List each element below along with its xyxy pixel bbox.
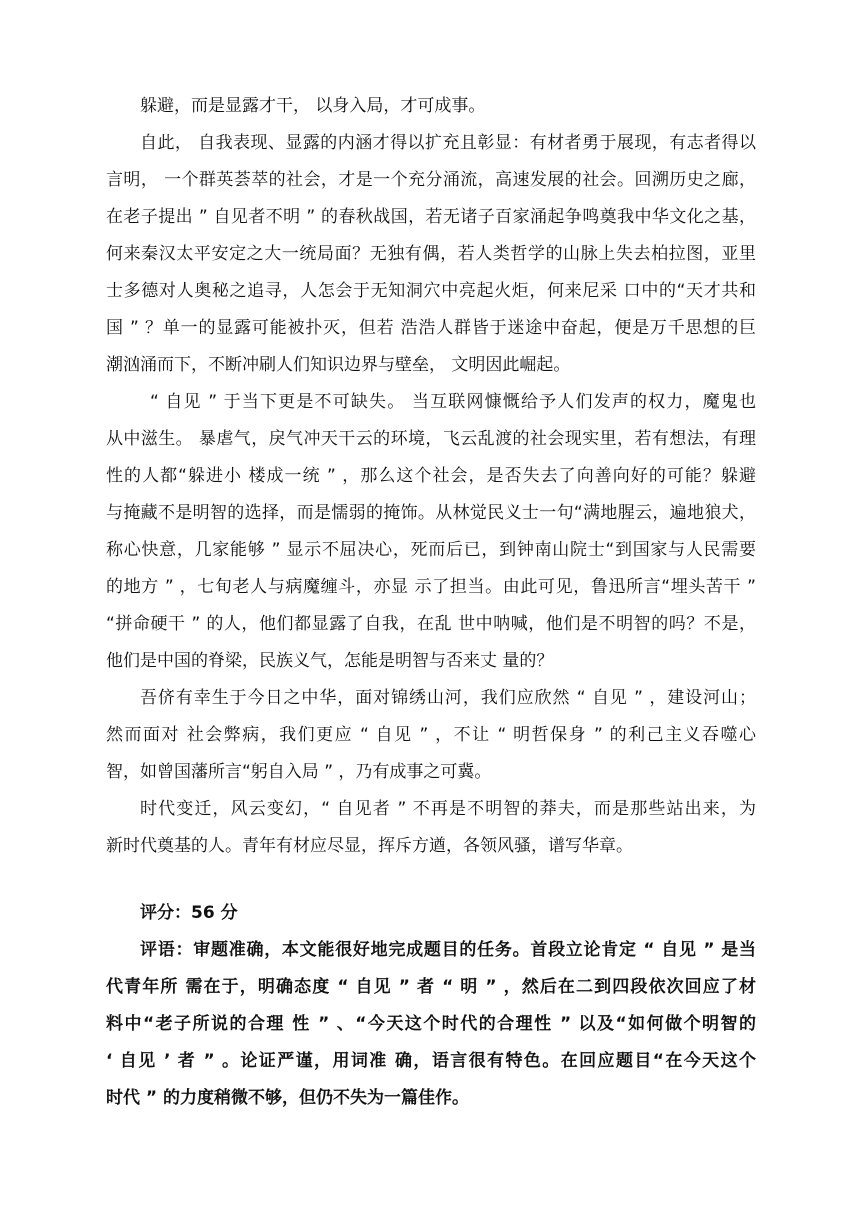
text-line: 时代变迁，风云变幻，“ 自见者 ” 不再是不明智的莽夫，而是那些站出来，为 <box>140 799 756 819</box>
text-line: 新时代奠基的人。青年有材应尽显，挥斥方遒，各领风骚，谱写华章。 <box>106 836 633 856</box>
score-line: 评分：56 分 <box>140 903 238 923</box>
text-line: 与掩藏不是明智的选择，而是懦弱的掩饰。从林觉民义士一句“满地腥云，遍地狼犬， <box>106 503 756 523</box>
text-line: 国 ” ？单一的显露可能被扑灭，但若 浩浩人群皆于迷途中奋起，便是万千思想的巨 <box>106 318 756 338</box>
text-line: 士多德对人奥秘之追寻，人怎会于无知洞穴中亮起火炬，何来尼采 口中的“天才共和 <box>106 281 756 301</box>
text-line: 何来秦汉太平安定之大一统局面？无独有偶，若人类哲学的山脉上失去柏拉图，亚里 <box>106 244 756 264</box>
review-comment <box>106 932 756 1117</box>
text-line: 称心快意，几家能够 ” 显示不屈决心，死而后已，到钟南山院士“到国家与人民需要 <box>106 540 756 560</box>
text-line: 潮汹涌而下，不断冲刷人们知识边界与壁垒， 文明因此崛起。 <box>106 355 571 375</box>
essay-body <box>106 88 756 865</box>
text-line: 他们是中国的脊梁，民族义气，怎能是明智与否来丈 量的？ <box>106 651 554 671</box>
text-line: 在老子提出 ” 自见者不明 ” 的春秋战国，若无诸子百家涌起争鸣奠我中华文化之基， <box>106 207 756 227</box>
text-line: 从中滋生。 暴虐气，戾气冲天干云的环境，飞云乱渡的社会现实里，若有想法，有理 <box>106 429 756 449</box>
text-line: “拼命硬干 ” 的人，他们都显露了自我，在乱 世中呐喊，他们是不明智的吗？不是， <box>106 614 756 634</box>
text-line: 吾侪有幸生于今日之中华，面对锦绣山河，我们应欣然 “ 自见 ” ，建设河山； <box>140 688 756 708</box>
review-section <box>106 895 756 1117</box>
text-line: 智，如曾国藩所言“躬自入局 ” ，乃有成事之可冀。 <box>106 762 492 782</box>
text-line: 然而面对 社会弊病，我们更应 “ 自见 ” ，不让 “ 明哲保身 ” 的利己主义吞噬心 <box>106 725 756 745</box>
text-line: 评语：审题准确，本文能很好地完成题目的任务。首段立论肯定 “ 自见 ” 是当 <box>140 940 756 960</box>
text-line: 时代 ” 的力度稍微不够，但仍不失为一篇佳作。 <box>106 1088 470 1108</box>
text-line: 躲避，而是显露才干， 以身入局，才可成事。 <box>140 96 486 116</box>
text-line: 言明， 一个群英荟萃的社会，才是一个充分涌流，高速发展的社会。回溯历史之廊， <box>106 170 756 190</box>
text-line: 自此， 自我表现、显露的内涵才得以扩充且彰显：有材者勇于展现，有志者得以 <box>140 133 756 153</box>
text-line: ‘ 自见 ’ 者 ” 。论证严谨，用词准 确，语言很有特色。在回应题目“在今天这个 <box>106 1051 756 1071</box>
text-line: 性的人都“躲进小 楼成一统 ” ，那么这个社会，是否失去了向善向好的可能？躲避 <box>106 466 756 486</box>
text-line: 的地方 ” ，七旬老人与病魔缠斗，亦显 示了担当。由此可见，鲁迅所言“埋头苦干 ” <box>106 577 756 597</box>
text-line: 代青年所 需在于，明确态度 “ 自见 ” 者 “ 明 ” ，然后在二到四段依次回应了材 <box>106 977 756 997</box>
text-line: “ 自见 ” 于当下更是不可缺失。 当互联网慷慨给予人们发声的权力，魔鬼也 <box>150 392 756 412</box>
text-line: 料中“老子所说的合理 性 ” 、“今天这个时代的合理性 ” 以及“如何做个明智的 <box>106 1014 756 1034</box>
